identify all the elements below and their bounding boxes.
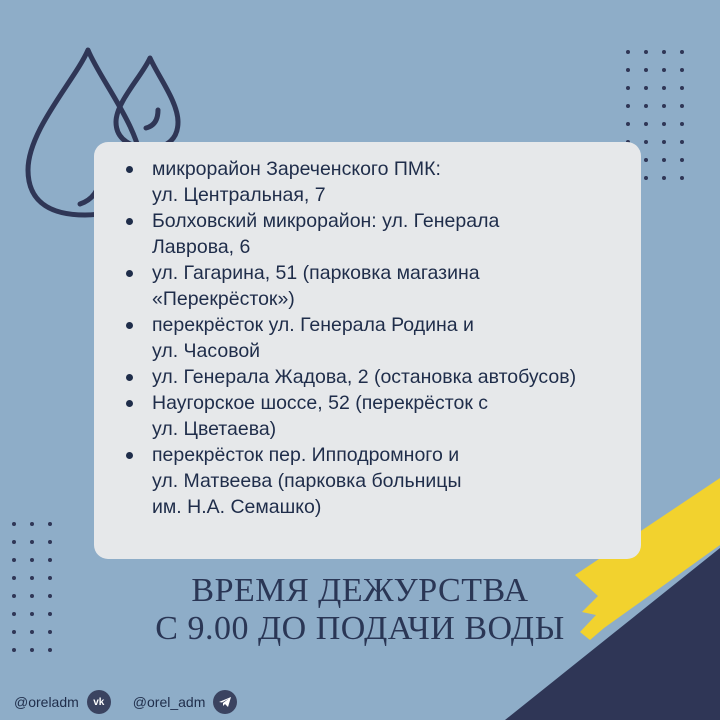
- vk-handle[interactable]: @oreladm: [14, 694, 79, 710]
- decor-dot: [12, 540, 16, 544]
- decor-dot: [30, 648, 34, 652]
- social-footer: [14, 690, 259, 714]
- decor-dot: [626, 50, 630, 54]
- address-line: Наугорское шоссе, 52 (перекрёсток с: [152, 392, 489, 414]
- telegram-handle[interactable]: @orel_adm: [132, 694, 206, 710]
- decor-dot: [662, 140, 666, 144]
- decor-dot: [644, 68, 648, 72]
- address-item: [120, 390, 641, 442]
- decor-dot: [644, 158, 648, 162]
- decor-dot: [680, 50, 684, 54]
- decor-dot: [680, 140, 684, 144]
- decor-dot: [626, 68, 630, 72]
- address-line: перекрёсток ул. Генерала Родина и: [152, 314, 474, 336]
- address-line: перекрёсток пер. Ипподромного и: [152, 444, 460, 466]
- duty-title-line1: ВРЕМЯ ДЕЖУРСТВА: [191, 572, 529, 609]
- address-line: им. Н.А. Семашко): [152, 496, 322, 518]
- address-item: [120, 442, 641, 520]
- decor-dot: [662, 68, 666, 72]
- decor-dot: [680, 86, 684, 90]
- address-item: [120, 364, 641, 390]
- decor-dot: [48, 522, 52, 526]
- small-drop-highlight: [146, 110, 158, 128]
- address-line: ул. Центральная, 7: [152, 184, 326, 206]
- decor-dot: [680, 176, 684, 180]
- decor-dot: [662, 176, 666, 180]
- address-line: Болховский микрорайон: ул. Генерала: [152, 210, 500, 232]
- address-item: [120, 312, 641, 364]
- decor-dot: [662, 158, 666, 162]
- decor-dot: [644, 50, 648, 54]
- decor-dot: [30, 558, 34, 562]
- decor-dot: [680, 68, 684, 72]
- address-line: микрорайон Зареченского ПМК:: [152, 158, 441, 180]
- decor-dot: [626, 86, 630, 90]
- decor-dot: [12, 648, 16, 652]
- address-line: ул. Часовой: [152, 340, 261, 362]
- decor-dot: [644, 86, 648, 90]
- duty-title-line2: С 9.00 ДО ПОДАЧИ ВОДЫ: [155, 610, 565, 647]
- decor-dot: [644, 104, 648, 108]
- decor-dot: [12, 558, 16, 562]
- address-line: ул. Цветаева): [152, 418, 277, 440]
- decor-dot: [662, 50, 666, 54]
- decor-dot: [644, 140, 648, 144]
- decor-dot: [626, 122, 630, 126]
- address-item: [120, 156, 641, 208]
- address-line: Лаврова, 6: [152, 236, 251, 258]
- address-line: «Перекрёсток»): [152, 288, 295, 310]
- decor-dot: [644, 122, 648, 126]
- decor-dot: [48, 540, 52, 544]
- decor-dot: [48, 648, 52, 652]
- decor-dot: [680, 104, 684, 108]
- decor-dot: [662, 104, 666, 108]
- decor-dot: [626, 104, 630, 108]
- duty-time-heading: [0, 572, 720, 648]
- address-item: [120, 208, 641, 260]
- address-line: ул. Матвеева (парковка больницы: [152, 470, 462, 492]
- decor-dot: [30, 522, 34, 526]
- address-item: [120, 260, 641, 312]
- address-list: [120, 156, 641, 520]
- address-line: ул. Генерала Жадова, 2 (остановка автобусов): [152, 366, 577, 388]
- decor-dot: [680, 158, 684, 162]
- decor-dot: [48, 558, 52, 562]
- small-drop-icon: [116, 58, 178, 148]
- decor-dot: [30, 540, 34, 544]
- address-card: [94, 142, 641, 559]
- address-line: ул. Гагарина, 51 (парковка магазина: [152, 262, 480, 284]
- decor-dot: [662, 122, 666, 126]
- telegram-icon[interactable]: [213, 690, 237, 714]
- decor-dot: [680, 122, 684, 126]
- decor-dot: [662, 86, 666, 90]
- vk-icon[interactable]: vk: [87, 690, 111, 714]
- decor-dot: [12, 522, 16, 526]
- decor-dot: [644, 176, 648, 180]
